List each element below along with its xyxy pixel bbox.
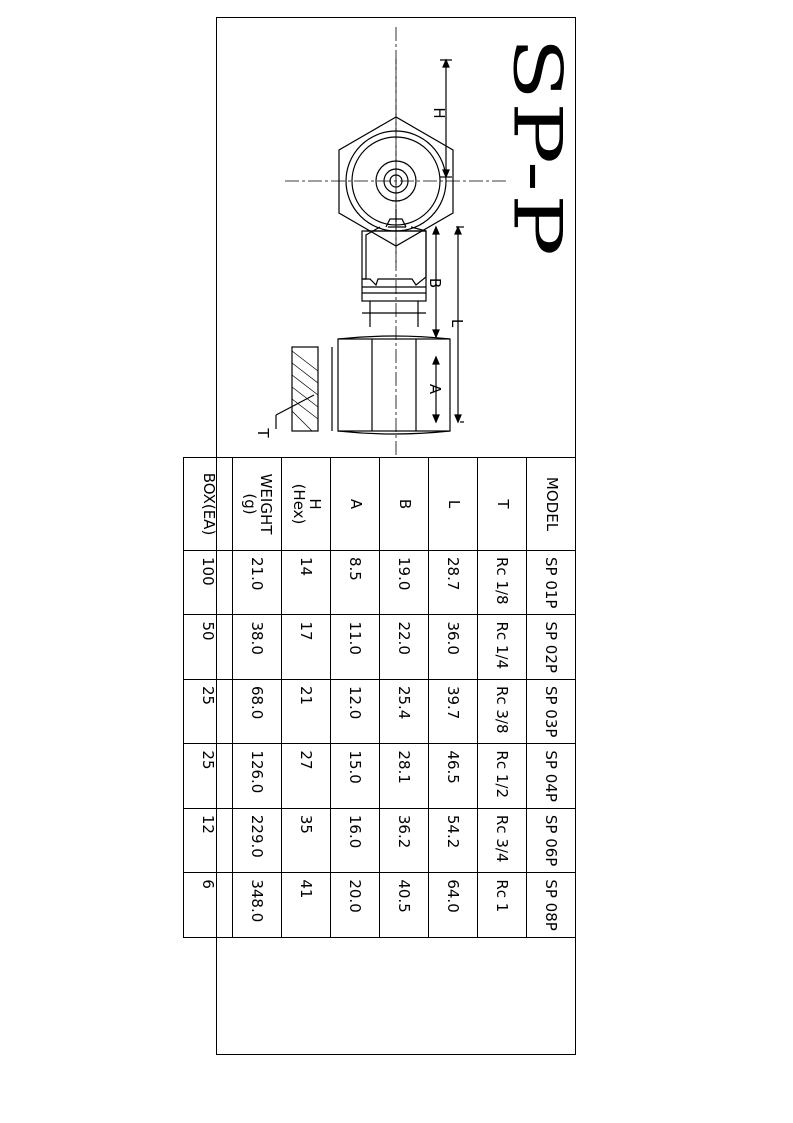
table-cell: Rc 3/4: [478, 808, 527, 872]
dim-label-l: L: [448, 318, 466, 328]
dim-label-b: B: [426, 277, 444, 289]
model-title: SP-P: [498, 37, 576, 258]
spec-table: [183, 457, 576, 938]
table-cell: 12.0: [331, 679, 380, 743]
column-header-line1: WEIGHT: [256, 473, 275, 535]
table-cell: 28.1: [380, 744, 429, 808]
dim-label-h: H: [430, 107, 448, 119]
column-header: [233, 458, 282, 551]
column-header-line1: H: [305, 498, 324, 510]
column-header-line1: A: [346, 498, 365, 510]
dim-label-a: A: [426, 383, 444, 395]
table-cell: 15.0: [331, 744, 380, 808]
table-cell: SP 03P: [527, 679, 576, 743]
table-cell: 100: [184, 551, 233, 615]
table-cell: 16.0: [331, 808, 380, 872]
table-cell: 8.5: [331, 551, 380, 615]
column-header-line1: T: [493, 499, 512, 509]
table-cell: 229.0: [233, 808, 282, 872]
table-cell: 6: [184, 873, 233, 937]
column-header-line1: L: [444, 499, 463, 509]
table-cell: 22.0: [380, 615, 429, 679]
column-header: [527, 458, 576, 551]
table-cell: 38.0: [233, 615, 282, 679]
column-header: [331, 458, 380, 551]
table-cell: 68.0: [233, 679, 282, 743]
column-header-line1: MODEL: [542, 476, 561, 532]
column-header-line1: B: [395, 498, 414, 510]
table-cell: 36.0: [429, 615, 478, 679]
column-header-line1: BOX(EA): [199, 472, 218, 536]
table-cell: 11.0: [331, 615, 380, 679]
spec-column-7: [184, 458, 233, 938]
table-cell: 25: [184, 744, 233, 808]
table-cell: 17: [282, 615, 331, 679]
table-cell: 348.0: [233, 873, 282, 937]
table-cell: 35: [282, 808, 331, 872]
table-cell: Rc 1: [478, 873, 527, 937]
spec-column-5: [282, 458, 331, 938]
table-cell: SP 08P: [527, 873, 576, 937]
table-cell: Rc 1/4: [478, 615, 527, 679]
table-cell: SP 01P: [527, 551, 576, 615]
table-cell: 40.5: [380, 873, 429, 937]
table-cell: Rc 3/8: [478, 679, 527, 743]
table-cell: 36.2: [380, 808, 429, 872]
column-header: [478, 458, 527, 551]
table-cell: 39.7: [429, 679, 478, 743]
table-cell: 46.5: [429, 744, 478, 808]
table-cell: 14: [282, 551, 331, 615]
spec-column-3: [380, 458, 429, 938]
column-header: [282, 458, 331, 551]
table-cell: 12: [184, 808, 233, 872]
table-cell: 25: [184, 679, 233, 743]
table-cell: 27: [282, 744, 331, 808]
technical-drawing: [216, 17, 576, 457]
rotated-content: [199, 17, 576, 1055]
column-header-line2: (g): [241, 493, 259, 515]
table-cell: SP 06P: [527, 808, 576, 872]
column-header-line2: (Hex): [290, 483, 308, 525]
table-cell: 25.4: [380, 679, 429, 743]
table-cell: 50: [184, 615, 233, 679]
spec-column-4: [331, 458, 380, 938]
table-cell: 28.7: [429, 551, 478, 615]
table-cell: 20.0: [331, 873, 380, 937]
plug-side-view: [276, 27, 450, 457]
table-cell: 54.2: [429, 808, 478, 872]
table-cell: 21: [282, 679, 331, 743]
table-cell: 21.0: [233, 551, 282, 615]
spec-column-6: [233, 458, 282, 938]
spec-column-1: [478, 458, 527, 938]
table-cell: SP 02P: [527, 615, 576, 679]
spec-column-2: [429, 458, 478, 938]
table-cell: Rc 1/8: [478, 551, 527, 615]
table-cell: SP 04P: [527, 744, 576, 808]
table-cell: 64.0: [429, 873, 478, 937]
spec-column-0: [527, 458, 576, 938]
table-cell: 19.0: [380, 551, 429, 615]
column-header: [380, 458, 429, 551]
table-cell: Rc 1/2: [478, 744, 527, 808]
table-cell: 41: [282, 873, 331, 937]
dim-label-t: T: [254, 428, 272, 438]
table-cell: 126.0: [233, 744, 282, 808]
column-header: [184, 458, 233, 551]
hex-end-view: [284, 59, 506, 267]
column-header: [429, 458, 478, 551]
